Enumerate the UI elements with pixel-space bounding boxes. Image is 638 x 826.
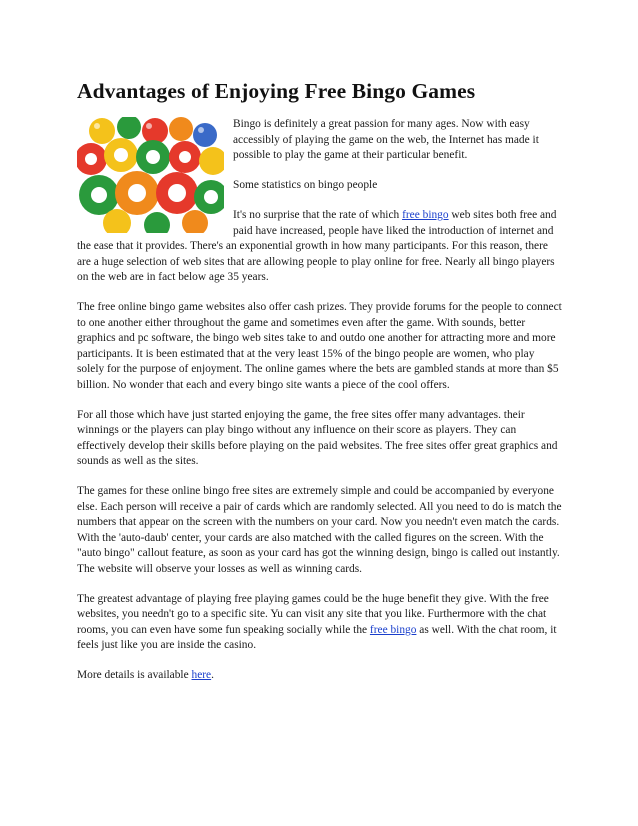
intro-section bbox=[77, 117, 563, 286]
p8-text-after: . bbox=[211, 669, 214, 681]
document-page bbox=[77, 78, 563, 698]
intro-p3-text-before: It's no surprise that the rate of which bbox=[233, 209, 403, 221]
paragraph-advantages: For all those which have just started enjoying the game, the free sites offer many advantages. their winnings or the players can play bingo without any influence on their score as players. They can effectively develop their skills before playing on the paid websites. The free sites offer great graphics and sounds as well as the sites. bbox=[77, 408, 558, 467]
free-bingo-link[interactable]: free bingo bbox=[402, 209, 449, 221]
intro-p3-text-after: web sites both free and paid have increased, people have liked the introduction of internet and the ease that it provides. There's an exponential growth in how many participants. For this reason, there are a huge selection of web sites that are allowing people to play online for free. Nearly all bingo players on the web are in fact below age 35 years. bbox=[77, 209, 557, 283]
intro-paragraph-1: Bingo is definitely a great passion for many ages. Now with easy accessibly of playing the game on the web, the Internet has made it possible to play the game at their particular benefit. bbox=[233, 118, 539, 161]
intro-paragraph-2: Some statistics on bingo people bbox=[233, 179, 378, 191]
p7-text-after: as well. With the chat room, it feels just like you are inside the casino. bbox=[77, 623, 557, 651]
free-bingo-link-2[interactable]: free bingo bbox=[369, 623, 417, 636]
here-link[interactable]: here bbox=[191, 669, 212, 681]
bingo-balls-image bbox=[77, 117, 224, 233]
page-title: Advantages of Enjoying Free Bingo Games bbox=[77, 79, 476, 103]
paragraph-cash-prizes: The free online bingo game websites also offer cash prizes. They provide forums for the people to connect to one another either throughout the game and sometimes even after the game. With sounds, better graphics and pc software, the bingo web sites take to and outdo one another for attracting more and more participants. It is been estimated that at the very least 15% of the bingo people are women, who play solely for the purpose of enjoyment. The online games where the bets are gambled stands at more than $5 billion. No wonder that each and every bingo site wants a piece of the cool offers. bbox=[77, 301, 562, 391]
p8-text-before: More details is available bbox=[77, 669, 192, 681]
paragraph-more-details bbox=[77, 668, 563, 684]
paragraph-greatest-advantage bbox=[77, 592, 563, 654]
paragraph-games: The games for these online bingo free sites are extremely simple and could be accompanied by everyone else. Each person will receive a pair of cards which are randomly selected. All you need to do is match the numbers that appear on the screen with the numbers on your card. Now you needn't even match the cards. With the 'auto-daub' center, your cards are also matched with the called figures on the screen. With the "auto bingo" callout feature, as soon as your card has got the winning design, bingo is called out instantly. The website will observe your losses as well as winning cards. bbox=[77, 485, 562, 575]
p7-text-before: The greatest advantage of playing free playing games could be the huge benefit they give. With the free websites, you needn't go to a specific site. Yu can visit any site that you like. Furthermore with the chat rooms, you can even have some fun speaking socially while the bbox=[77, 592, 549, 636]
